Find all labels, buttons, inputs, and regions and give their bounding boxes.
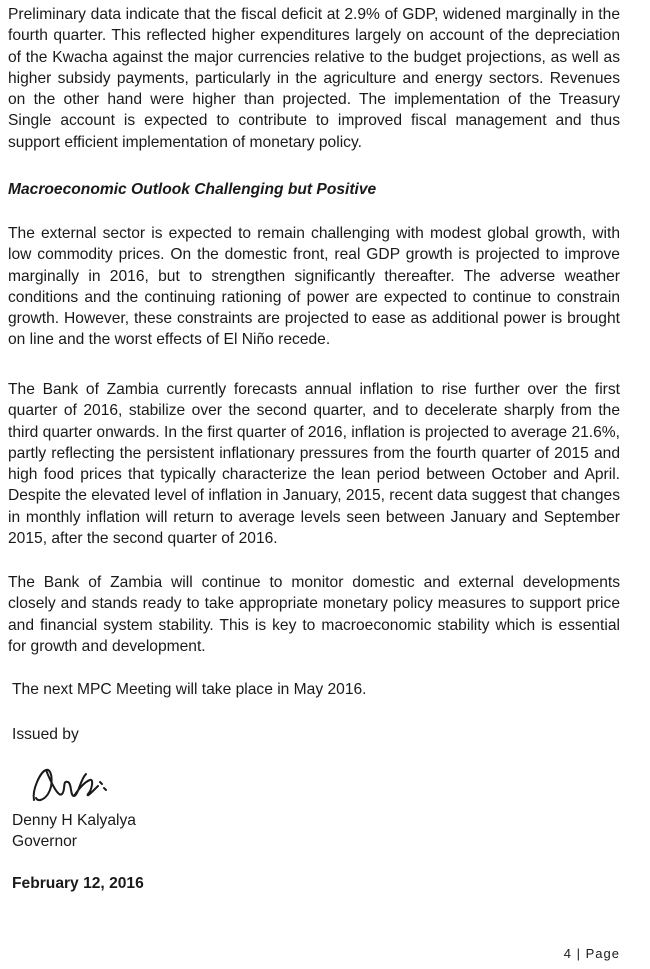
signature-image	[28, 760, 118, 810]
signatory-title: Governor	[12, 833, 78, 850]
issued-by-label: Issued by	[12, 726, 79, 743]
paragraph-inflation: The Bank of Zambia currently forecasts annual inflation to rise further over the first quarter of 2016, stabilize over the second quarter, and to decelerate sharply from the third quarter onwards. In the first quarter of 2016, inflation is projected to average 21.6%, partly reflecting the persistent inflationary pressures from the fourth quarter of 2015 and high food prices that typically characterize the lean period between October and April. Despite the elevated level of inflation in January, 2015, recent data suggest that changes in monthly inflation will return to average levels seen between January and September 2015, after the second quarter of 2016.	[8, 381, 620, 548]
paragraph-external: The external sector is expected to remain challenging with modest global growth, with low commodity prices. On the domestic front, real GDP growth is projected to improve marginally in 2016, but to strengthen significantly thereafter. The adverse weather conditions and the continuing rationing of power are expected to continue to constrain growth. However, these constraints are projected to ease as additional power is brought on line and the worst effects of El Niño recede.	[8, 225, 620, 349]
signatory-name: Denny H Kalyalya	[12, 812, 136, 829]
issue-date: February 12, 2016	[12, 875, 144, 892]
paragraph-fiscal: Preliminary data indicate that the fiscal deficit at 2.9% of GDP, widened marginally in the fourth quarter. This reflected higher expenditures largely on account of the depreciation of the Kwacha against the major currencies relative to the budget projections, as well as higher subsidy payments, particularly in the agriculture and energy sectors. Revenues on the other hand were higher than projected. The implementation of the Treasury Single account is expected to contribute to improved fiscal management and thus support efficient implementation of monetary policy.	[8, 6, 620, 151]
paragraph-monitor: The Bank of Zambia will continue to monitor domestic and external developments closely and stands ready to take appropriate monetary policy measures to support price and financial system stability. This is key to macroeconomic stability which is essential for growth and development.	[8, 574, 620, 655]
page-number: 4 | Page	[563, 946, 620, 961]
section-heading: Macroeconomic Outlook Challenging but Positive	[8, 181, 377, 198]
paragraph-next-meeting: The next MPC Meeting will take place in May 2016.	[12, 681, 367, 698]
